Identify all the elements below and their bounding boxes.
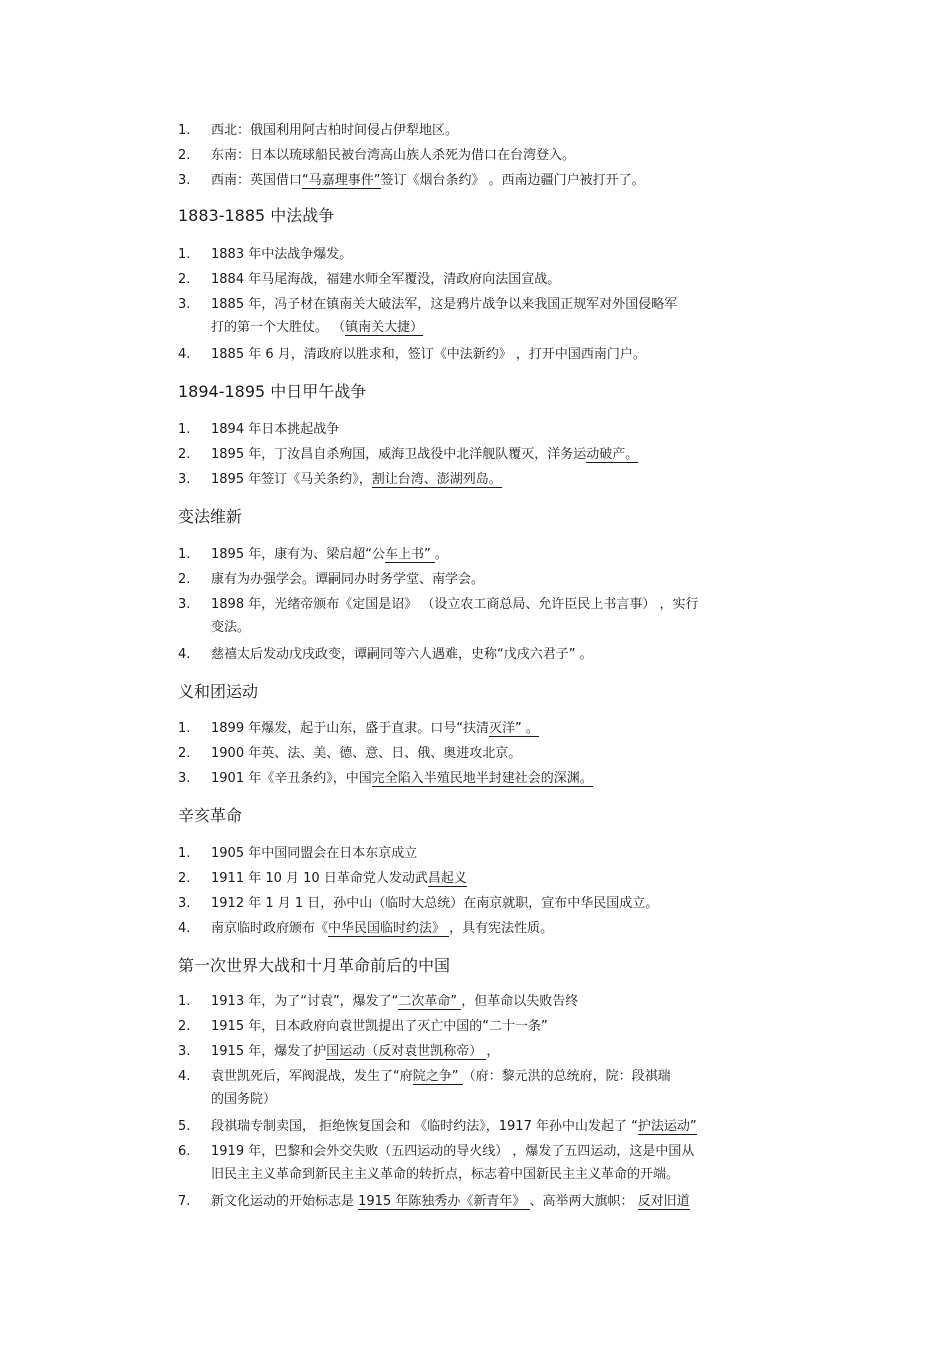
underlined-answer: 灭洋” 。	[488, 721, 539, 736]
underlined-answer: 二次革命”	[398, 994, 462, 1009]
list-text: 康有为办强学会。谭嗣同办时务学堂、南学会。	[211, 572, 485, 587]
section-heading: 变法维新	[178, 507, 243, 526]
list-text: 1912 年 1 月 1 日，孙中山（临时大总统）在南京就职，宣布中华民国成立。	[211, 896, 659, 911]
underlined-answer: 割让台湾、澎湖列岛。	[371, 472, 502, 487]
underlined-answer: 中华民国临时约法》	[328, 921, 450, 936]
list-number: 2.	[178, 572, 191, 587]
list-number: 3.	[178, 173, 191, 188]
underlined-answer: 1915 年陈独秀办《新青年》	[358, 1194, 530, 1209]
list-number: 3.	[178, 297, 191, 312]
list-text: 西南：英国借口“马嘉理事件”签订《烟台条约》 。西南边疆门户被打开了。	[211, 173, 645, 188]
list-number: 1.	[178, 846, 191, 861]
list-text: 1915 年，日本政府向袁世凯提出了灭亡中国的“二十一条”	[211, 1019, 548, 1034]
list-number: 4.	[178, 347, 191, 362]
list-text: 1919 年，巴黎和会外交失败（五四运动的导火线） ，爆发了五四运动，这是中国从	[211, 1144, 695, 1159]
section-heading: 辛亥革命	[178, 806, 243, 825]
list-text-continued: 的国务院）	[211, 1092, 277, 1107]
section-heading: 义和团运动	[178, 682, 259, 701]
list-number: 1.	[178, 123, 191, 138]
underlined-answer: 昌起义	[427, 871, 467, 886]
list-number: 6.	[178, 1144, 191, 1159]
list-number: 3.	[178, 472, 191, 487]
list-text: 1911 年 10 月 10 日革命党人发动武昌起义	[211, 871, 467, 886]
underlined-answer: 反对旧道	[637, 1194, 690, 1209]
list-text: 东南：日本以琉球船民被台湾高山族人杀死为借口在台湾登入。	[211, 148, 576, 163]
section-heading: 1894-1895 中日甲午战争	[178, 382, 367, 401]
list-text: 1885 年 6 月，清政府以胜求和，签订《中法新约》 ，打开中国西南门户。	[211, 347, 646, 362]
underlined-answer: 车上书”	[384, 547, 435, 562]
list-text: 南京临时政府颁布《中华民国临时约法》 ，具有宪法性质。	[211, 921, 554, 936]
list-text: 段祺瑞专制卖国， 拒绝恢复国会和 《临时约法》，1917 年孙中山发起了 “护法运动”	[211, 1119, 697, 1134]
list-number: 4.	[178, 647, 191, 662]
list-number: 1.	[178, 422, 191, 437]
list-number: 1.	[178, 247, 191, 262]
list-number: 4.	[178, 921, 191, 936]
list-text-continued: 旧民主主义革命到新民主主义革命的转折点，标志着中国新民主主义革命的开端。	[211, 1167, 680, 1182]
list-text: 西北：俄国利用阿古柏时间侵占伊犁地区。	[211, 123, 459, 138]
list-number: 3.	[178, 896, 191, 911]
section-heading: 1883-1885 中法战争	[178, 206, 335, 225]
underlined-answer: 院之争”	[412, 1069, 463, 1084]
list-text: 1895 年，丁汝昌自杀殉国，威海卫战役中北洋舰队覆灭，洋务运动破产。	[211, 447, 639, 462]
list-number: 1.	[178, 721, 191, 736]
list-number: 2.	[178, 447, 191, 462]
list-number: 2.	[178, 746, 191, 761]
list-text: 1894 年日本挑起战争	[211, 422, 340, 437]
list-text: 1895 年签订《马关条约》，割让台湾、澎湖列岛。	[211, 472, 502, 487]
list-text: 1900 年英、法、美、德、意、日、俄、奥进攻北京。	[211, 746, 522, 761]
list-text-continued: 打的第一个大胜仗。 （镇南关大捷）	[211, 320, 424, 335]
list-number: 1.	[178, 994, 191, 1009]
section-heading: 第一次世界大战和十月革命前后的中国	[178, 956, 451, 975]
list-text: 1913 年，为了“讨袁”，爆发了“二次革命” ，但革命以失败告终	[211, 994, 579, 1009]
list-number: 7.	[178, 1194, 191, 1209]
underlined-answer: “马嘉理事件”	[302, 173, 381, 188]
list-text-continued: 变法。	[211, 620, 251, 635]
underlined-answer: 护法运动”	[637, 1119, 697, 1134]
list-number: 2.	[178, 272, 191, 287]
list-text: 1898 年，光绪帝颁布《定国是诏》 （设立农工商总局、允许臣民上书言事） ，实行	[211, 597, 699, 612]
list-text: 1895 年，康有为、梁启超“公车上书” 。	[211, 547, 448, 562]
list-number: 2.	[178, 871, 191, 886]
list-number: 2.	[178, 148, 191, 163]
list-text: 1885 年，冯子材在镇南关大破法军，这是鸦片战争以来我国正规军对外国侵略军	[211, 297, 678, 312]
list-number: 3.	[178, 1044, 191, 1059]
list-text: 新文化运动的开始标志是 1915 年陈独秀办《新青年》 、高举两大旗帜： 反对旧道	[211, 1194, 690, 1209]
list-number: 5.	[178, 1119, 191, 1134]
underlined-answer: 国运动（反对袁世凯称帝）	[326, 1044, 487, 1059]
list-number: 1.	[178, 547, 191, 562]
list-text: 1905 年中国同盟会在日本东京成立	[211, 846, 418, 861]
list-text: 1915 年，爆发了护国运动（反对袁世凯称帝） ，	[211, 1044, 500, 1059]
list-text: 1899 年爆发，起于山东，盛于直隶。口号“扶清灭洋” 。	[211, 721, 539, 736]
list-number: 3.	[178, 597, 191, 612]
list-number: 2.	[178, 1019, 191, 1034]
list-text: 袁世凯死后，军阀混战，发生了“府院之争” （府：黎元洪的总统府，院：段祺瑞	[211, 1069, 671, 1084]
list-text: 1884 年马尾海战，福建水师全军覆没，清政府向法国宣战。	[211, 272, 561, 287]
list-number: 3.	[178, 771, 191, 786]
list-text: 1883 年中法战争爆发。	[211, 247, 353, 262]
underlined-answer: 完全陷入半殖民地半封建社会的深渊。	[371, 771, 593, 786]
underlined-answer: 动破产。	[586, 447, 639, 462]
list-text: 1901 年《辛丑条约》，中国完全陷入半殖民地半封建社会的深渊。	[211, 771, 593, 786]
list-number: 4.	[178, 1069, 191, 1084]
underlined-answer: 镇南关大捷）	[345, 320, 424, 335]
list-text: 慈禧太后发动戊戌政变，谭嗣同等六人遇难，史称“戊戌六君子” 。	[211, 647, 593, 662]
